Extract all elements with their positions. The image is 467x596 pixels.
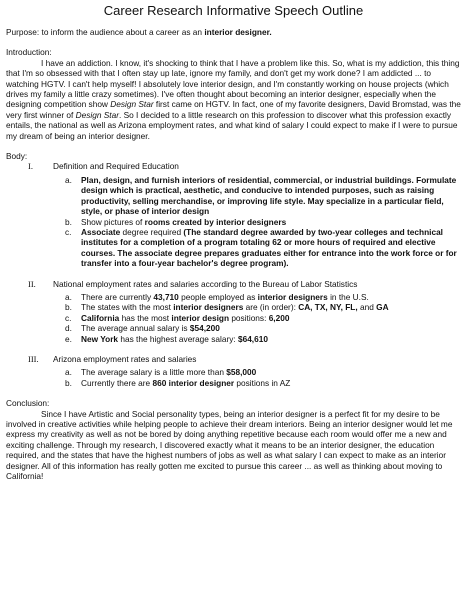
item-letter: a.	[65, 291, 72, 302]
item-text: and	[357, 302, 377, 313]
section-3-title: Arizona employment rates and salaries	[53, 353, 197, 364]
section-1-numeral: I.	[28, 161, 33, 172]
list-item	[53, 227, 461, 269]
item-text: The states with the most	[81, 302, 174, 313]
item-bold: Associate	[81, 226, 121, 237]
item-bold: interior design	[171, 312, 230, 323]
item-text: degree required	[120, 226, 184, 237]
item-letter: c.	[65, 312, 72, 323]
item-letter: d.	[65, 323, 72, 334]
item-text: are (in order):	[243, 302, 299, 313]
introduction-paragraph	[6, 58, 461, 141]
item-letter: b.	[65, 216, 72, 227]
item-bold: rooms created by interior designers	[144, 216, 287, 227]
item-bold: 43,710	[153, 291, 179, 302]
purpose-label: Purpose: to inform the audience about a career as an	[6, 27, 205, 37]
page-title: Career Research Informative Speech Outline	[103, 3, 364, 18]
section-1	[6, 161, 461, 268]
intro-text-2: first came on HGTV. In fact, one of my favorite designers, David Bromstad, was the very first winner of	[6, 99, 461, 120]
body-heading: Body:	[6, 151, 28, 162]
list-item	[53, 367, 461, 377]
item-letter: a.	[65, 367, 72, 378]
list-item	[53, 323, 461, 333]
section-3-numeral: III.	[28, 353, 39, 364]
item-bold: $58,000	[226, 367, 257, 378]
list-item	[53, 334, 461, 344]
item-text: Show pictures of	[81, 216, 145, 227]
list-item	[53, 378, 461, 388]
list-item	[53, 302, 461, 312]
item-bold: (The standard degree awarded by two-year colleges and technical institutes for a completion of a program totaling 62 or more hours of required and elective courses. The associate degree prepares graduates either for entrance into the work force or for transfer into a four-year bachelor's degree program).	[81, 226, 457, 269]
list-item	[53, 313, 461, 323]
item-bold: CA, TX, NY, FL,	[298, 302, 358, 313]
intro-text-3: . So I decided to a little research on this profession to discover what this profession exactly entails, the national as well as Arizona employment rates, and what kind of salary I could expect to make if I were to pursue my dream of being an interior designer.	[6, 109, 458, 141]
section-2	[6, 279, 461, 344]
item-bold: interior designers	[173, 302, 244, 313]
section-2-title: National employment rates and salaries according to the Bureau of Labor Statistics	[53, 278, 358, 289]
section-1-title: Definition and Required Education	[53, 161, 179, 172]
item-text: The average salary is a little more than	[81, 367, 227, 378]
introduction-heading: Introduction:	[6, 47, 52, 58]
item-text: positions in AZ	[234, 377, 291, 388]
item-bold: New York	[81, 333, 119, 344]
item-text: The average annual salary is	[81, 323, 190, 334]
list-item	[53, 175, 461, 217]
item-letter: c.	[65, 226, 72, 237]
item-text: has the most	[119, 312, 172, 323]
item-letter: b.	[65, 302, 72, 313]
list-item	[53, 292, 461, 302]
item-text: in the U.S.	[327, 291, 369, 302]
conclusion-paragraph: Since I have Artistic and Social personality types, being an interior designer is a perfect fit for my desire to be involved in creative activities while helping people to achieve their dream interiors. Being an interior designer would let me express my creativity as well as not be bored by doing anything repetitive because each room would offer me a new and exciting challenge. Through my research, I discovered exactly what it means to be an interior designer, the education required, and the states that have the highest numbers of jobs as well as what salary I can expect to make as an interior designer. All of this information has really gotten me excited to pursue this career ... as well as thinking about moving to California!	[6, 408, 453, 482]
intro-text-1: I have an addiction. I know, it's shocking to think that I have a problem like this. So, what is my addiction, this thing that I'm so obsessed with that I often stay up late, ignore my family, and don't get my work done? I am addicted ... to watching HGTV. I can't help myself! I absolutely love interior design, and I'm constantly working on house projects (which drives my family a little crazy sometimes). I've often thought about becoming an interior designer, especially when the designing competition show	[6, 57, 460, 110]
item-text: positions:	[229, 312, 269, 323]
section-2-numeral: II.	[28, 278, 36, 289]
item-bold: $54,200	[189, 323, 220, 334]
item-letter: a.	[65, 174, 72, 185]
item-bold: GA	[376, 302, 389, 313]
item-bold: $64,610	[237, 333, 268, 344]
item-letter: e.	[65, 333, 72, 344]
item-text: people employed as	[178, 291, 258, 302]
item-text: has the highest average salary:	[118, 333, 238, 344]
item-bold: 860 interior designer	[152, 377, 235, 388]
purpose-statement	[6, 27, 461, 37]
item-letter: b.	[65, 377, 72, 388]
intro-italic-1: Design Star	[110, 99, 154, 110]
item-bold: California	[81, 312, 120, 323]
item-bold: Plan, design, and furnish interiors of residential, commercial, or industrial buildings. Formulate design which is practical, aesthetic, and conducive to intended purposes, such as raising productivity, selling merchandise, or improving life style. May specialize in a particular field, style, or phase of interior design	[81, 174, 457, 217]
item-text: There are currently	[81, 291, 154, 302]
list-item	[53, 217, 461, 227]
item-bold: 6,200	[268, 312, 290, 323]
section-3	[6, 354, 461, 388]
item-text: Currently there are	[81, 377, 153, 388]
intro-italic-2: Design Star	[75, 109, 119, 120]
conclusion-heading: Conclusion:	[6, 398, 50, 409]
item-bold: interior designers	[257, 291, 328, 302]
purpose-bold: interior designer.	[204, 27, 272, 37]
